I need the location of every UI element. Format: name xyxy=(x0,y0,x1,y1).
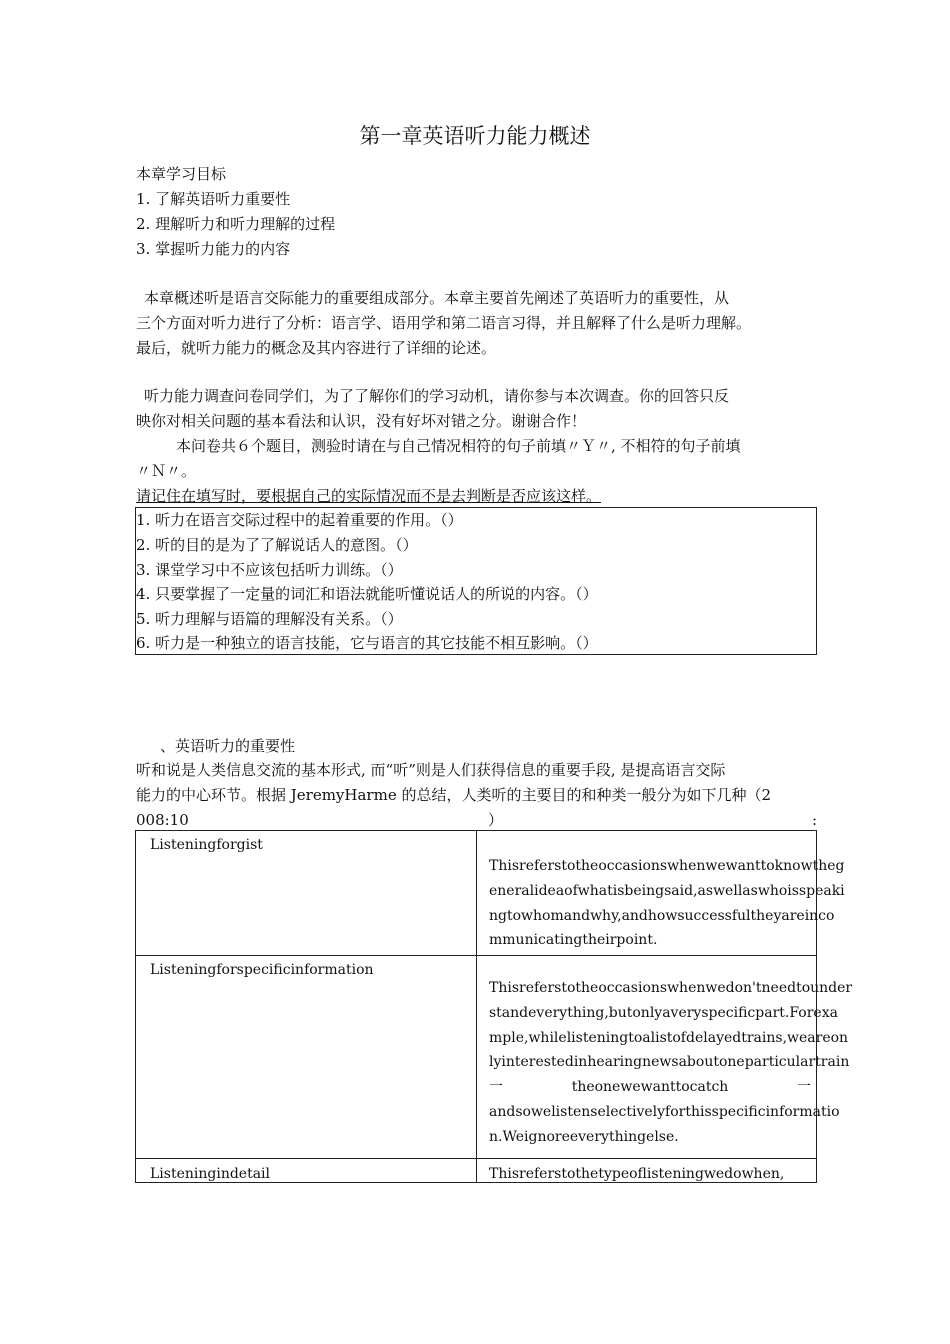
section-paragraph-fragment: : xyxy=(812,811,818,829)
survey-intro-line: 映你对相关问题的基本看法和认识，没有好坏对错之分。谢谢合作！ xyxy=(136,412,587,430)
objectives-heading: 本章学习目标 xyxy=(136,165,227,183)
listening-type-description: Thisreferstotheoccasionswhenwedon'tneedtounder standeverything,butonlyaveryspecificpart.Forexa mple,whilelisteningtoalistofdelayedtrains,weareon lyinterestedinhearingnewsaboutoneparticulartrain 一 theonewewanttocatch 一 andsowelistenselectivelyforthisspecificinformatio n.Weignoreeverythingelse. xyxy=(489,980,853,1145)
objective-item: 2. 理解听力和听力理解的过程 xyxy=(136,215,336,233)
page-title: 第一章英语听力能力概述 xyxy=(359,124,591,148)
listening-type-description: Thisreferstothetypeoflisteningwedowhen, xyxy=(489,1166,785,1182)
survey-questions-box xyxy=(135,507,817,655)
table-column-divider xyxy=(476,831,477,1182)
section-paragraph-line: 能力的中心环节。根据 JeremyHarme 的总结，人类听的主要目的和种类一般分为如下几种（2 xyxy=(136,786,772,804)
survey-intro-line: 本问卷共６个题目，测验时请在与自己情况相符的句子前填〃Ｙ〃, 不相符的句子前填 xyxy=(176,437,741,455)
section-paragraph-fragment: 008:10 xyxy=(136,811,189,829)
survey-question: 3. 课堂学习中不应该包括听力训练。（） xyxy=(136,561,403,579)
table-row-divider xyxy=(136,955,816,956)
survey-intro-line: 〃Ｎ〃。 xyxy=(136,462,197,480)
section-heading: 、英语听力的重要性 xyxy=(160,737,296,755)
listening-types-table xyxy=(135,830,853,1183)
survey-note: 请记住在填写时，要根据自己的实际情况而不是去判断是否应该这样。 xyxy=(136,487,602,505)
survey-question: 4. 只要掌握了一定量的词汇和语法就能听懂说话人的所说的内容。（） xyxy=(136,585,598,603)
listening-type-label: Listeningforspecificinformation xyxy=(150,962,374,978)
overview-line: 最后，就听力能力的概念及其内容进行了详细的论述。 xyxy=(136,339,497,357)
survey-question: 5. 听力理解与语篇的理解没有关系。（） xyxy=(136,610,403,628)
table-row-divider xyxy=(136,1158,816,1159)
objective-item: 3. 掌握听力能力的内容 xyxy=(136,240,291,258)
section-paragraph-line: 听和说是人类信息交流的基本形式, 而“听”则是人们获得信息的重要手段, 是提高语言交际 xyxy=(136,761,726,779)
survey-question: 2. 听的目的是为了了解说话人的意图。（） xyxy=(136,536,418,554)
listening-type-description: Thisreferstotheoccasionswhenwewanttoknowtheg eneralideaofwhatisbeingsaid,aswellaswhoisspeaki ngtowhomandwhy,andhowsuccessfultheyareinco mmunicatingtheirpoint. xyxy=(489,858,845,949)
listening-type-label: Listeningindetail xyxy=(150,1166,271,1182)
listening-type-label: Listeningforgist xyxy=(150,837,263,853)
survey-question: 6. 听力是一种独立的语言技能，它与语言的其它技能不相互影响。（） xyxy=(136,634,598,652)
overview-line: 本章概述听是语言交际能力的重要组成部分。本章主要首先阐述了英语听力的重要性，从 xyxy=(144,289,730,307)
survey-question: 1. 听力在语言交际过程中的起着重要的作用。（） xyxy=(136,511,463,529)
objective-item: 1. 了解英语听力重要性 xyxy=(136,190,291,208)
overview-line: 三个方面对听力进行了分析：语言学、语用学和第二语言习得，并且解释了什么是听力理解。 xyxy=(136,314,752,332)
survey-intro-line: 听力能力调查问卷同学们，为了了解你们的学习动机，请你参与本次调查。你的回答只反 xyxy=(144,387,730,405)
section-paragraph-fragment: ） xyxy=(488,811,504,829)
